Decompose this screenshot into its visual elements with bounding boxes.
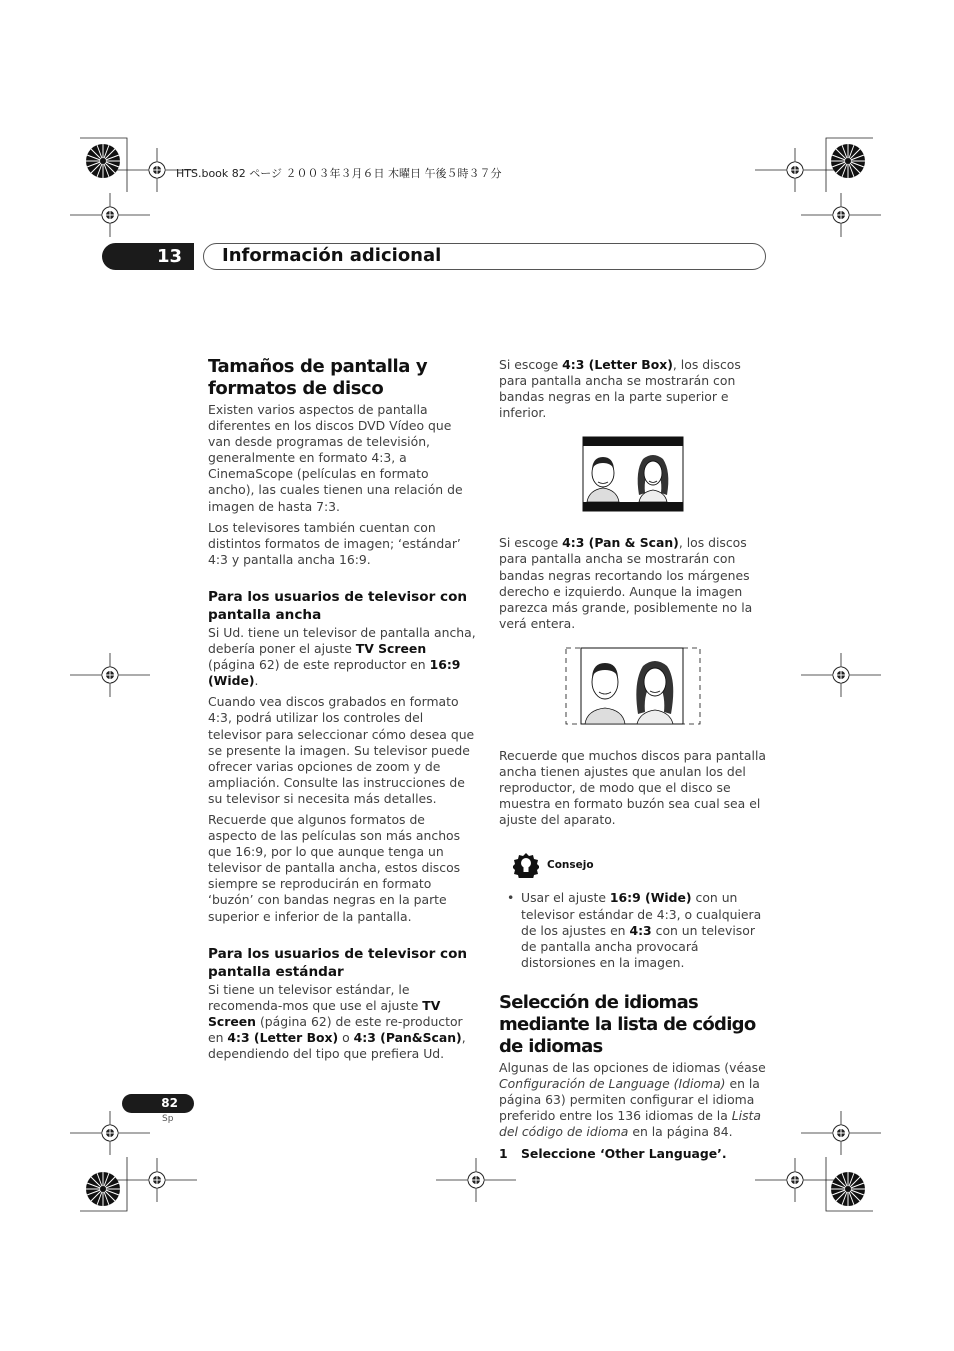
chapter-title: Información adicional [222, 245, 442, 266]
lightbulb-icon [513, 852, 539, 878]
subheading-widescreen: Para los usuarios de televisor con pantalla ancha [208, 588, 468, 623]
paragraph: Recuerde que algunos formatos de aspecto de las películas son más anchos que 16:9, por lo que aunque tenga un televisor de pantalla ancha, estos discos siempre se reproducirán en formato ‘buzón’ con bandas negras en la parte superior e inferior de la pantalla. [208, 811, 461, 924]
tip-header [513, 852, 767, 878]
step-1: 1 Seleccione ‘Other Language’. [499, 1146, 727, 1162]
paragraph: Si Ud. tiene un televisor de pantalla ancha, debería poner el ajuste TV Screen (página 62) de este reproductor en 16:9 (Wide). [208, 624, 476, 689]
paragraph: Si tiene un televisor estándar, le recomenda-mos que use el ajuste TV Screen (página 62) de este re-productor en 4:3 (Letter Box) o 4:3 (Pan&Scan), dependiendo del tipo que prefiera Ud. [208, 981, 466, 1061]
paragraph: Cuando vea discos grabados en formato 4:3, podrá utilizar los controles del televisor para seleccionar cómo desea que se presente la imagen. Su televisor puede ofrecer varias opciones de zoom y de ampliación. Consulte las instrucciones de su televisor si necesita más detalles. [208, 694, 475, 806]
paragraph: Si escoge 4:3 (Pan & Scan), los discos para pantalla ancha se mostrarán con bandas negras recortando los márgenes derecho e izquierdo. Aunque la imagen parezca más grande, posiblemente no la verá entera. [499, 535, 753, 631]
paragraph: Recuerde que muchos discos para pantalla ancha tienen ajustes que anulan los del reproductor, de modo que el disco se muestra en formato buzón sea cual sea el ajuste del aparato. [499, 747, 766, 828]
print-slug: HTS.book 82 ページ ２００３年３月６日 木曜日 午後５時３７分 [176, 167, 502, 180]
paragraph: Los televisores también cuentan con distintos formatos de imagen; ‘estándar’ 4:3 y pantalla ancha 16:9. [208, 519, 461, 567]
right-column [499, 357, 767, 1162]
letterbox-illustration [499, 435, 767, 519]
left-column [208, 356, 476, 1067]
subheading-standard: Para los usuarios de televisor con pantalla estándar [208, 945, 468, 980]
pan-scan-illustration [499, 646, 767, 734]
section-heading-screen-sizes: Tamaños de pantalla y formatos de disco [208, 356, 428, 399]
page-language: Sp [162, 1114, 174, 1124]
tip-label: Consejo [547, 859, 594, 872]
section-heading-language-selection: Selección de idiomas mediante la lista de código de idiomas [499, 991, 756, 1057]
bullet-marker: • [507, 890, 515, 906]
paragraph: Algunas de las opciones de idiomas (véase Configuración de Language (Idioma) en la página 63) permiten configurar el idioma preferido entre los 136 idiomas de la Lista del código de idioma en la página 84. [499, 1059, 766, 1140]
paragraph: Si escoge 4:3 (Letter Box), los discos para pantalla ancha se mostrarán con bandas negras en la parte superior e inferior. [499, 357, 741, 421]
paragraph: Existen varios aspectos de pantalla diferentes en los discos DVD Vídeo que van desde programas de televisión, generalmente en formato 4:3, a CinemaScope (películas en formato ancho), las cuales tienen una relación de imagen de hasta 7:3. [208, 402, 463, 514]
tip-item [499, 890, 767, 970]
tip-text: Usar el ajuste 16:9 (Wide) con un televisor estándar de 4:3, o cualquiera de los ajustes en 4:3 con un televisor de pantalla ancha provocará distorsiones en la imagen. [521, 890, 762, 970]
chapter-number: 13 [102, 243, 194, 270]
page-number: 82 [122, 1094, 194, 1113]
